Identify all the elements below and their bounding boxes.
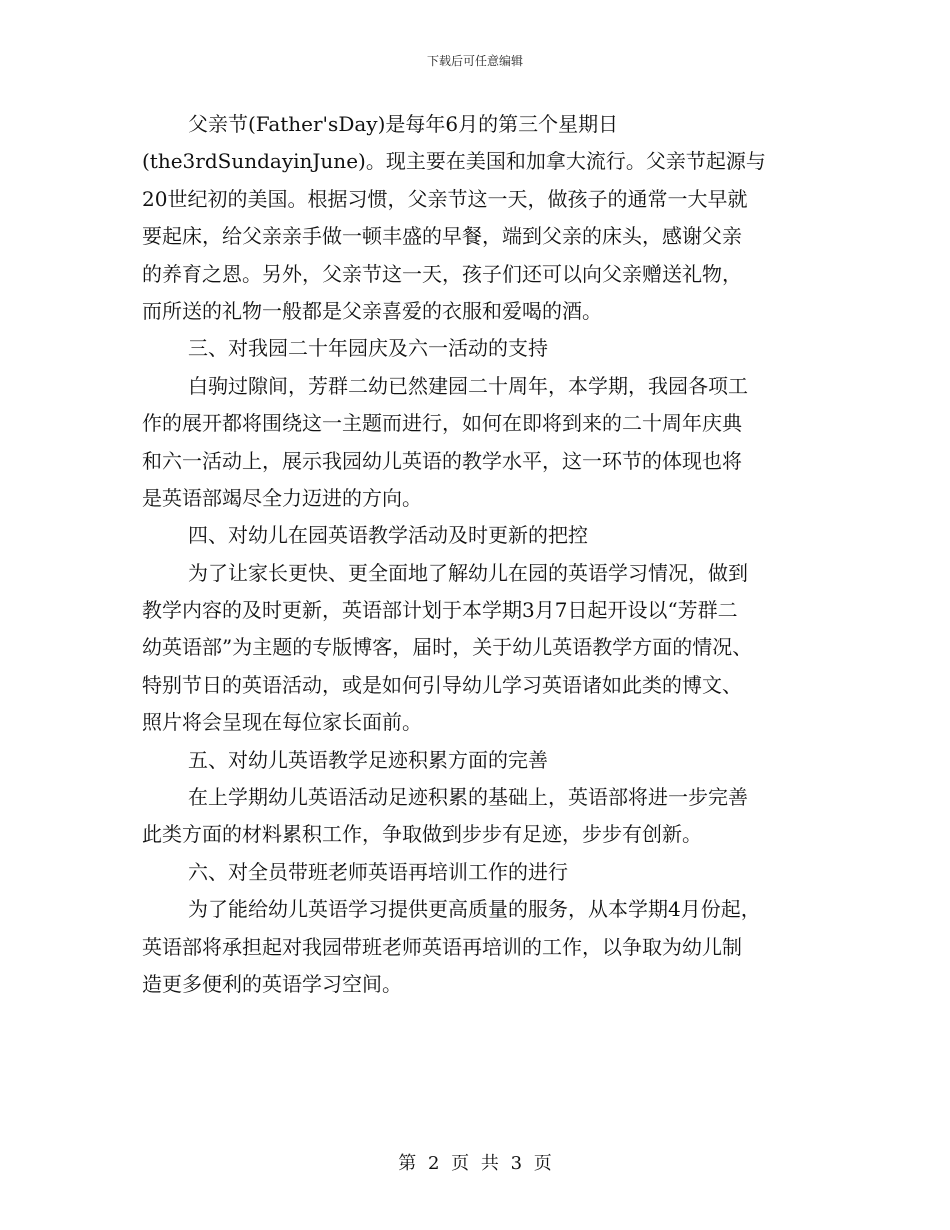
section-heading: 六、对全员带班老师英语再培训工作的进行 [188,859,568,884]
text-line: 20世纪初的美国。根据习惯，父亲节这一天，做孩子的通常一大早就 [142,186,748,211]
text-line: 白驹过隙间，芳群二幼已然建园二十周年，本学期，我园各项工 [188,373,748,398]
text-line: 而所送的礼物一般都是父亲喜爱的衣服和爱喝的酒。 [142,298,602,323]
text-line: 英语部将承担起对我园带班老师英语再培训的工作，以争取为幼儿制 [142,934,742,959]
text-line: 的养育之恩。另外，父亲节这一天，孩子们还可以向父亲赠送礼物， [142,261,742,286]
text-line: 在上学期幼儿英语活动足迹积累的基础上，英语部将进一步完善 [188,785,748,810]
page-footer: 第 2 页 共 3 页 [398,1153,552,1174]
text-line: 和六一活动上，展示我园幼儿英语的教学水平，这一环节的体现也将 [142,448,742,473]
text-line: 父亲节(Father'sDay)是每年6月的第三个星期日 [188,112,619,136]
text-line: 幼英语部”为主题的专版博客，届时，关于幼儿英语教学方面的情况、 [142,635,753,660]
section-heading: 四、对幼儿在园英语教学活动及时更新的把控 [188,523,588,548]
text-line: 为了让家长更快、更全面地了解幼儿在园的英语学习情况，做到 [188,560,748,585]
text-line: 为了能给幼儿英语学习提供更高质量的服务，从本学期4月份起， [188,897,761,922]
page-header: 下载后可任意编辑 [426,54,523,68]
text-line: 教学内容的及时更新，英语部计划于本学期3月7日起开设以“芳群二 [142,598,738,623]
text-line: 此类方面的材料累积工作，争取做到步步有足迹，步步有创新。 [142,822,702,847]
text-line: (the3rdSundayinJune)。现主要在美国和加拿大流行。父亲节起源与 [142,149,766,174]
document-body [142,106,810,1003]
text-line: 特别节日的英语活动，或是如何引导幼儿学习英语诸如此类的博文、 [142,672,742,697]
section-heading: 五、对幼儿英语教学足迹积累方面的完善 [188,747,548,772]
text-line: 是英语部竭尽全力迈进的方向。 [142,485,422,510]
text-line: 造更多便利的英语学习空间。 [142,971,402,996]
text-line: 照片将会呈现在每位家长面前。 [142,710,422,735]
text-line: 作的展开都将围绕这一主题而进行，如何在即将到来的二十周年庆典 [142,411,742,436]
section-heading: 三、对我园二十年园庆及六一活动的支持 [188,336,548,361]
text-line: 要起床，给父亲亲手做一顿丰盛的早餐，端到父亲的床头，感谢父亲 [142,224,742,249]
